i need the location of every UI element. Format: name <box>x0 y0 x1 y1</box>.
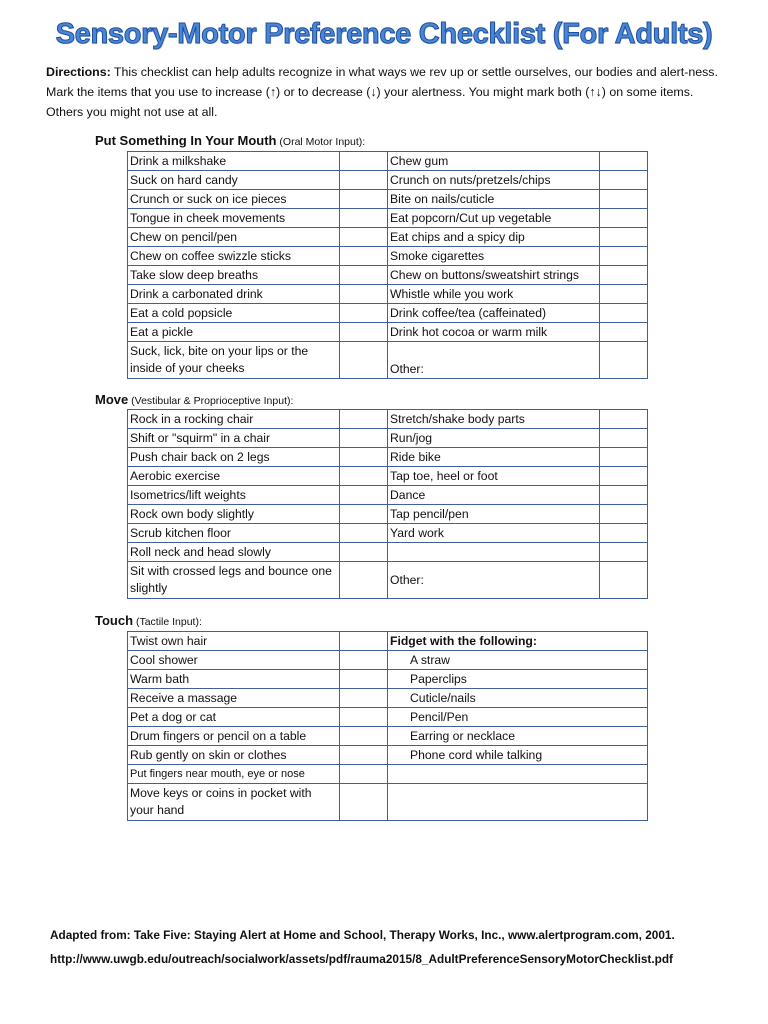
table-row <box>128 689 648 708</box>
checklist-table-oral <box>127 151 648 379</box>
item-right <box>388 784 648 821</box>
item-left: Receive a massage <box>128 689 340 708</box>
item-left: Chew on pencil/pen <box>128 228 340 247</box>
checkbox-cell-right[interactable] <box>600 486 648 505</box>
table-row <box>128 266 648 285</box>
checkbox-cell-left[interactable] <box>340 765 388 784</box>
checkbox-cell-right[interactable] <box>600 209 648 228</box>
checkbox-cell-left[interactable] <box>340 727 388 746</box>
table-row <box>128 342 648 379</box>
item-right: Whistle while you work <box>388 285 600 304</box>
checkbox-cell-left[interactable] <box>340 505 388 524</box>
checkbox-cell-left[interactable] <box>340 171 388 190</box>
table-row <box>128 765 648 784</box>
checkbox-cell-right[interactable] <box>600 448 648 467</box>
item-left: Rock in a rocking chair <box>128 410 340 429</box>
table-row <box>128 543 648 562</box>
item-left: Eat a cold popsicle <box>128 304 340 323</box>
checkbox-cell-left[interactable] <box>340 689 388 708</box>
item-right: Drink hot cocoa or warm milk <box>388 323 600 342</box>
item-left: Drum fingers or pencil on a table <box>128 727 340 746</box>
table-row <box>128 429 648 448</box>
checkbox-cell-left[interactable] <box>340 152 388 171</box>
item-right: Dance <box>388 486 600 505</box>
table-row <box>128 505 648 524</box>
item-right: Phone cord while talking <box>388 746 648 765</box>
section-heading-move <box>95 392 293 407</box>
item-right: Paperclips <box>388 670 648 689</box>
checkbox-cell-left[interactable] <box>340 247 388 266</box>
checkbox-cell-left[interactable] <box>340 323 388 342</box>
item-right: Ride bike <box>388 448 600 467</box>
checkbox-cell-right[interactable] <box>600 247 648 266</box>
checkbox-cell-right[interactable] <box>600 342 648 379</box>
checkbox-cell-left[interactable] <box>340 342 388 379</box>
checkbox-cell-left[interactable] <box>340 228 388 247</box>
table-row <box>128 285 648 304</box>
item-right: Stretch/shake body parts <box>388 410 600 429</box>
checkbox-cell-right[interactable] <box>600 543 648 562</box>
item-left: Push chair back on 2 legs <box>128 448 340 467</box>
checkbox-cell-left[interactable] <box>340 304 388 323</box>
table-row <box>128 209 648 228</box>
item-left: Twist own hair <box>128 632 340 651</box>
checkbox-cell-left[interactable] <box>340 784 388 821</box>
item-left: Crunch or suck on ice pieces <box>128 190 340 209</box>
item-right: Crunch on nuts/pretzels/chips <box>388 171 600 190</box>
item-right: Other: <box>388 562 600 599</box>
checkbox-cell-right[interactable] <box>600 323 648 342</box>
table-row <box>128 152 648 171</box>
item-right: Tap toe, heel or foot <box>388 467 600 486</box>
checkbox-cell-right[interactable] <box>600 152 648 171</box>
table-row <box>128 727 648 746</box>
checkbox-cell-right[interactable] <box>600 410 648 429</box>
item-left: Suck on hard candy <box>128 171 340 190</box>
directions-text: This checklist can help adults recognize in what ways we rev up or settle ourselves, our bodies and alert-ness. Mark the items that you use to increase (↑) or to decrease (↓) your alertness. You might mark both (↑↓) on some items. Others you might not use at all. <box>46 65 718 119</box>
item-left: Take slow deep breaths <box>128 266 340 285</box>
checkbox-cell-right[interactable] <box>600 429 648 448</box>
item-left: Rock own body slightly <box>128 505 340 524</box>
item-right: Eat chips and a spicy dip <box>388 228 600 247</box>
checkbox-cell-right[interactable] <box>600 266 648 285</box>
item-left: Warm bath <box>128 670 340 689</box>
table-row <box>128 228 648 247</box>
table-row <box>128 708 648 727</box>
item-right <box>388 765 648 784</box>
table-row <box>128 651 648 670</box>
checkbox-cell-left[interactable] <box>340 651 388 670</box>
item-left: Aerobic exercise <box>128 467 340 486</box>
section-title: Move <box>95 392 129 407</box>
checkbox-cell-left[interactable] <box>340 524 388 543</box>
section-title: Put Something In Your Mouth <box>95 133 277 148</box>
table-row <box>128 746 648 765</box>
table-row <box>128 784 648 821</box>
item-left: Tongue in cheek movements <box>128 209 340 228</box>
checkbox-cell-right[interactable] <box>600 524 648 543</box>
table-row <box>128 632 648 651</box>
checkbox-cell-left[interactable] <box>340 562 388 599</box>
checkbox-cell-left[interactable] <box>340 190 388 209</box>
directions-label: Directions: <box>46 65 111 79</box>
item-left: Drink a milkshake <box>128 152 340 171</box>
item-left: Suck, lick, bite on your lips or the inside of your cheeks <box>128 342 340 379</box>
checkbox-cell-left[interactable] <box>340 429 388 448</box>
checkbox-cell-right[interactable] <box>600 467 648 486</box>
item-right: Yard work <box>388 524 600 543</box>
table-row <box>128 467 648 486</box>
item-left: Shift or "squirm" in a chair <box>128 429 340 448</box>
checkbox-cell-left[interactable] <box>340 543 388 562</box>
item-left: Drink a carbonated drink <box>128 285 340 304</box>
item-right: Eat popcorn/Cut up vegetable <box>388 209 600 228</box>
checkbox-cell-left[interactable] <box>340 746 388 765</box>
item-right: A straw <box>388 651 648 670</box>
page-title: Sensory-Motor Preference Checklist (For Adults) <box>55 18 713 50</box>
section-title: Touch <box>95 613 134 628</box>
item-right: Earring or necklace <box>388 727 648 746</box>
table-row <box>128 670 648 689</box>
table-row <box>128 190 648 209</box>
directions <box>46 62 726 122</box>
checkbox-cell-left[interactable] <box>340 285 388 304</box>
item-right <box>388 543 600 562</box>
checkbox-cell-right[interactable] <box>600 505 648 524</box>
checkbox-cell-right[interactable] <box>600 171 648 190</box>
item-left: Chew on coffee swizzle sticks <box>128 247 340 266</box>
item-left: Isometrics/lift weights <box>128 486 340 505</box>
checkbox-cell-right[interactable] <box>600 190 648 209</box>
section-subtitle: (Tactile Input): <box>133 616 202 628</box>
item-right: Run/jog <box>388 429 600 448</box>
item-right: Fidget with the following: <box>388 632 648 651</box>
table-row <box>128 323 648 342</box>
table-row <box>128 171 648 190</box>
item-left: Scrub kitchen floor <box>128 524 340 543</box>
item-right: Drink coffee/tea (caffeinated) <box>388 304 600 323</box>
table-row <box>128 562 648 599</box>
table-row <box>128 448 648 467</box>
footer-credit: Adapted from: Take Five: Staying Alert at Home and School, Therapy Works, Inc., www.alertprogram.com, 2001. <box>50 928 675 942</box>
checklist-table-touch <box>127 631 648 821</box>
checkbox-cell-left[interactable] <box>340 632 388 651</box>
item-right: Cuticle/nails <box>388 689 648 708</box>
item-left: Cool shower <box>128 651 340 670</box>
section-heading-touch <box>95 613 202 628</box>
checkbox-cell-left[interactable] <box>340 486 388 505</box>
checkbox-cell-left[interactable] <box>340 708 388 727</box>
section-heading-oral <box>95 133 365 148</box>
item-left: Rub gently on skin or clothes <box>128 746 340 765</box>
table-row <box>128 486 648 505</box>
item-left: Move keys or coins in pocket with your hand <box>128 784 340 821</box>
item-left: Eat a pickle <box>128 323 340 342</box>
item-right: Smoke cigarettes <box>388 247 600 266</box>
item-left: Pet a dog or cat <box>128 708 340 727</box>
table-row <box>128 524 648 543</box>
footer-url: http://www.uwgb.edu/outreach/socialwork/assets/pdf/rauma2015/8_AdultPreferenceSensoryMotorChecklist.pdf <box>50 952 673 966</box>
checkbox-cell-left[interactable] <box>340 410 388 429</box>
checkbox-cell-left[interactable] <box>340 467 388 486</box>
checkbox-cell-left[interactable] <box>340 448 388 467</box>
table-row <box>128 247 648 266</box>
item-right: Chew on buttons/sweatshirt strings <box>388 266 600 285</box>
checkbox-cell-right[interactable] <box>600 304 648 323</box>
item-right: Bite on nails/cuticle <box>388 190 600 209</box>
item-right: Chew gum <box>388 152 600 171</box>
checkbox-cell-left[interactable] <box>340 266 388 285</box>
table-row <box>128 304 648 323</box>
item-left: Roll neck and head slowly <box>128 543 340 562</box>
item-left: Put fingers near mouth, eye or nose <box>128 765 340 784</box>
checkbox-cell-left[interactable] <box>340 670 388 689</box>
item-right: Tap pencil/pen <box>388 505 600 524</box>
checkbox-cell-right[interactable] <box>600 228 648 247</box>
checklist-table-move <box>127 409 648 599</box>
item-left: Sit with crossed legs and bounce one slightly <box>128 562 340 599</box>
checkbox-cell-right[interactable] <box>600 285 648 304</box>
item-right: Pencil/Pen <box>388 708 648 727</box>
checkbox-cell-left[interactable] <box>340 209 388 228</box>
section-subtitle: (Vestibular & Proprioceptive Input): <box>128 395 294 407</box>
checkbox-cell-right[interactable] <box>600 562 648 599</box>
table-row <box>128 410 648 429</box>
section-subtitle: (Oral Motor Input): <box>276 136 366 148</box>
item-right: Other: <box>388 342 600 379</box>
